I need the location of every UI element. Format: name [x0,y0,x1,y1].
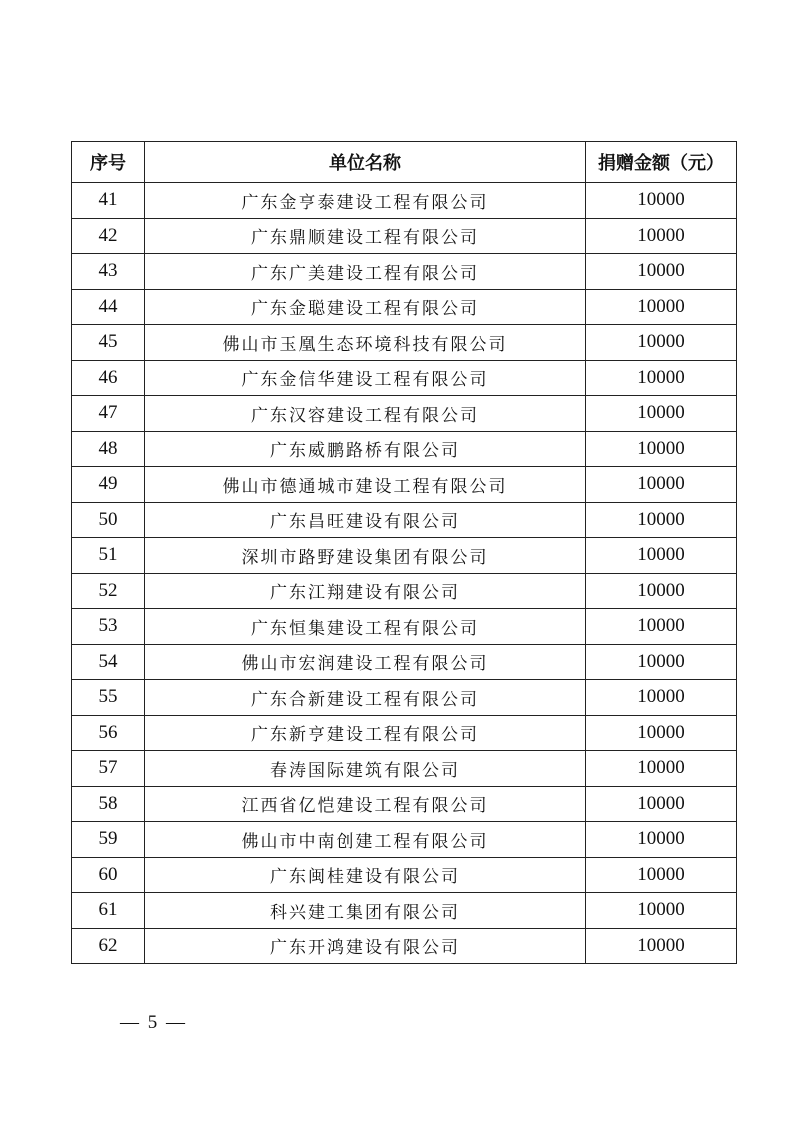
row-serial-number: 58 [72,786,145,822]
row-donation-amount: 10000 [586,573,737,609]
table-row [72,538,737,574]
row-donation-amount: 10000 [586,502,737,538]
row-organization-name: 科兴建工集团有限公司 [145,893,586,929]
table-row [72,502,737,538]
row-organization-name: 广东鼎顺建设工程有限公司 [145,218,586,254]
table-row [72,715,737,751]
row-donation-amount: 10000 [586,183,737,219]
row-donation-amount: 10000 [586,928,737,964]
row-serial-number: 45 [72,325,145,361]
row-organization-name: 佛山市中南创建工程有限公司 [145,822,586,858]
table-row [72,751,737,787]
row-serial-number: 59 [72,822,145,858]
row-serial-number: 46 [72,360,145,396]
row-donation-amount: 10000 [586,751,737,787]
row-organization-name: 佛山市宏润建设工程有限公司 [145,644,586,680]
table-row [72,254,737,290]
header-serial-number: 序号 [72,142,145,183]
row-serial-number: 62 [72,928,145,964]
row-organization-name: 广东闽桂建设有限公司 [145,857,586,893]
row-organization-name: 深圳市路野建设集团有限公司 [145,538,586,574]
row-donation-amount: 10000 [586,857,737,893]
row-donation-amount: 10000 [586,325,737,361]
row-donation-amount: 10000 [586,396,737,432]
row-organization-name: 广东广美建设工程有限公司 [145,254,586,290]
row-serial-number: 54 [72,644,145,680]
table-row [72,928,737,964]
row-serial-number: 55 [72,680,145,716]
table-row [72,822,737,858]
row-serial-number: 48 [72,431,145,467]
table-row [72,396,737,432]
table-row [72,183,737,219]
table-header-row [72,142,737,183]
row-donation-amount: 10000 [586,893,737,929]
row-donation-amount: 10000 [586,715,737,751]
row-donation-amount: 10000 [586,254,737,290]
row-donation-amount: 10000 [586,467,737,503]
row-donation-amount: 10000 [586,822,737,858]
row-serial-number: 49 [72,467,145,503]
row-organization-name: 广东开鸿建设有限公司 [145,928,586,964]
row-organization-name: 春涛国际建筑有限公司 [145,751,586,787]
table-row [72,609,737,645]
table-row [72,467,737,503]
row-organization-name: 广东恒集建设工程有限公司 [145,609,586,645]
table-row [72,573,737,609]
row-organization-name: 广东江翔建设有限公司 [145,573,586,609]
row-donation-amount: 10000 [586,786,737,822]
row-serial-number: 56 [72,715,145,751]
row-organization-name: 广东合新建设工程有限公司 [145,680,586,716]
row-serial-number: 57 [72,751,145,787]
donation-table [71,141,737,964]
row-donation-amount: 10000 [586,289,737,325]
row-organization-name: 佛山市德通城市建设工程有限公司 [145,467,586,503]
table-row [72,289,737,325]
row-organization-name: 广东新亨建设工程有限公司 [145,715,586,751]
table-row [72,680,737,716]
table-row [72,644,737,680]
table-row [72,325,737,361]
row-organization-name: 佛山市玉凰生态环境科技有限公司 [145,325,586,361]
row-organization-name: 广东昌旺建设有限公司 [145,502,586,538]
row-donation-amount: 10000 [586,431,737,467]
table-row [72,360,737,396]
row-organization-name: 广东汉容建设工程有限公司 [145,396,586,432]
row-organization-name: 广东金聪建设工程有限公司 [145,289,586,325]
row-organization-name: 广东威鹏路桥有限公司 [145,431,586,467]
header-donation-amount: 捐赠金额（元） [586,142,737,183]
row-serial-number: 60 [72,857,145,893]
row-serial-number: 53 [72,609,145,645]
row-serial-number: 61 [72,893,145,929]
header-organization-name: 单位名称 [145,142,586,183]
row-serial-number: 42 [72,218,145,254]
table-row [72,857,737,893]
row-donation-amount: 10000 [586,644,737,680]
row-donation-amount: 10000 [586,609,737,645]
row-serial-number: 52 [72,573,145,609]
row-serial-number: 51 [72,538,145,574]
table-row [72,893,737,929]
row-serial-number: 44 [72,289,145,325]
row-organization-name: 广东金信华建设工程有限公司 [145,360,586,396]
page-number: — 5 — [120,1012,187,1033]
table-row [72,218,737,254]
row-donation-amount: 10000 [586,538,737,574]
row-donation-amount: 10000 [586,218,737,254]
row-serial-number: 47 [72,396,145,432]
row-organization-name: 广东金亨泰建设工程有限公司 [145,183,586,219]
row-serial-number: 43 [72,254,145,290]
table-row [72,431,737,467]
row-organization-name: 江西省亿恺建设工程有限公司 [145,786,586,822]
row-serial-number: 50 [72,502,145,538]
row-donation-amount: 10000 [586,680,737,716]
row-donation-amount: 10000 [586,360,737,396]
table-row [72,786,737,822]
row-serial-number: 41 [72,183,145,219]
